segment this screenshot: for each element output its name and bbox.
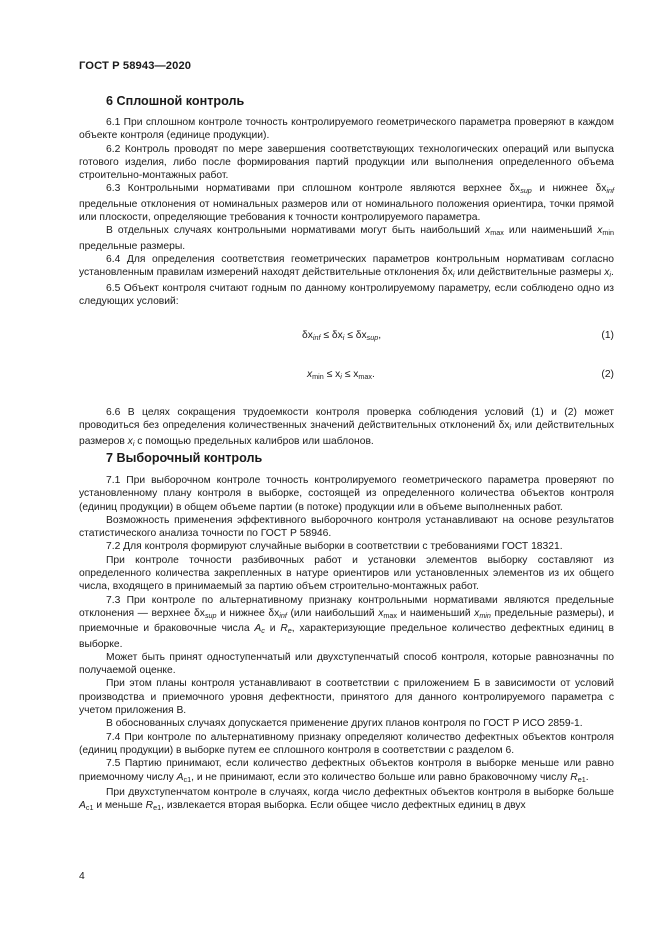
paragraph-7-3-method: Может быть принят одноступенчатый или двухступенчатый способ контроля, которые равнозначны по получаемой оценке.	[79, 651, 614, 677]
formula-1-number: (1)	[601, 330, 614, 341]
paragraph-6-3-extra: В отдельных случаях контрольными нормативами могут быть наибольший $x_{max}$ или наименьший $x_{min}$ предельные размеры.	[79, 225, 614, 252]
formula-1: $\delta x_{inf} \le \delta x_i \le \delta x_{sup}$,	[302, 330, 382, 342]
paragraph-6-2: 6.2 Контроль проводят по мере завершения соответствующих технологических операций или выпуска готового изделия, либо после формирования партий продукции или выполнения определенного объема строительно-монтажных работ.	[79, 143, 614, 182]
paragraph-6-3: 6.3 Контрольными нормативами при сплошном контроле являются верхнее $\delta x_{sup}$ и нижнее $\delta x_{inf}$ предельные отклонения от номинальных размеров или от номинального положения ориентира, точки прямой или плоскости, определяющие требования к точности контролируемого параметра.	[79, 183, 614, 224]
page-number: 4	[79, 871, 85, 882]
paragraph-7-5: 7.5 Партию принимают, если количество дефектных объектов контроля в выборке меньше или равно приемочному числу $A_{c1}$, и не принимают, если это количество больше или равно браковочному числу $R_{e1}$.	[79, 758, 614, 784]
paragraph-7-5-two-stage: При двухступенчатом контроле в случаях, когда число дефектных объектов контроля в выборке больше $A_{c1}$ и меньше $R_{e1}$, извлекается вторая выборка. Если общее число дефектных единиц в двух	[79, 786, 614, 813]
paragraph-7-4: 7.4 При контроле по альтернативному признаку определяют количество дефектных объектов контроля (единиц продукции) в выборке путем ее сплошного контроля в соответствии с разделом 6.	[79, 731, 614, 756]
section-6-body	[79, 116, 614, 308]
document-header: ГОСТ Р 58943—2020	[79, 60, 192, 72]
paragraph-6-6: 6.6 В целях сокращения трудоемкости контроля проверка соблюдения условий (1) и (2) может проводиться без определения количественных значений действительных отклонений $\delta x_i$ или действительных размеров $x_i$ с помощью предельных калибров или шаблонов.	[79, 407, 614, 448]
paragraph-7-3: 7.3 При контроле по альтернативному признаку контрольными нормативами являются предельные отклонения — верхнее $\delta x_{sup}$ и нижнее $\delta x_{inf}$ (или наибольший $x_{max}$ и наименьший $x_{min}$ предельные размеры), и приемочные и браковочные числа $A_c$ и $R_e$, характеризующие предельное количество дефектных единиц в выборке.	[79, 594, 614, 650]
paragraph-7-2: 7.2 Для контроля формируют случайные выборки в соответствии с требованиями ГОСТ 18321.	[106, 541, 563, 553]
paragraph-7-3-plans: При этом планы контроля устанавливают в соответствии с приложением Б в зависимости от условий производства и приемочного уровня дефектности, принятого для данного контролируемого параметра с учетом приложения В.	[79, 678, 614, 717]
section-6-title: 6 Сплошной контроль	[106, 94, 245, 108]
formula-2: $x_{min} \le x_i \le x_{max}$.	[307, 369, 375, 381]
paragraph-6-4: 6.4 Для определения соответствия геометрических параметров контрольным нормативам согласно установленным правилам измерений находят действительные отклонения $\delta x_i$ или действительные размеры $x_i$.	[79, 253, 614, 280]
section-6-tail	[79, 406, 614, 450]
paragraph-7-1-extra: Возможность применения эффективного выборочного контроля устанавливают на основе результатов статистического анализа точности по ГОСТ Р 58946.	[79, 514, 614, 540]
formula-2-number: (2)	[601, 369, 614, 380]
paragraph-6-5: 6.5 Объект контроля считают годным по данному контролируемому параметру, если соблюдено одно из следующих условий:	[79, 282, 614, 307]
section-7-title: 7 Выборочный контроль	[106, 451, 263, 465]
paragraph-6-1: 6.1 При сплошном контроле точность контролируемого геометрического параметра проверяют в каждом объекте контроля (единице продукции).	[79, 117, 614, 142]
section-7-body	[79, 474, 614, 814]
paragraph-7-3-other: В обоснованных случаях допускается применение других планов контроля по ГОСТ Р ИСО 2859-1.	[106, 718, 583, 730]
paragraph-7-2-extra: При контроле точности разбивочных работ и установки элементов выборку составляют из определенного количества закрепленных в натуре ориентиров или установленных элементов из их общего числа, входящего в принимаемый за партию объем строительно-монтажных работ.	[79, 554, 614, 593]
paragraph-7-1: 7.1 При выборочном контроле точность контролируемого геометрического параметра проверяют по установленному плану контроля в выборке, состоящей из определенного количества объектов контроля (единиц продукции) в общем объеме партии (в потоке) продукции или в объеме выполненных работ.	[79, 475, 614, 513]
